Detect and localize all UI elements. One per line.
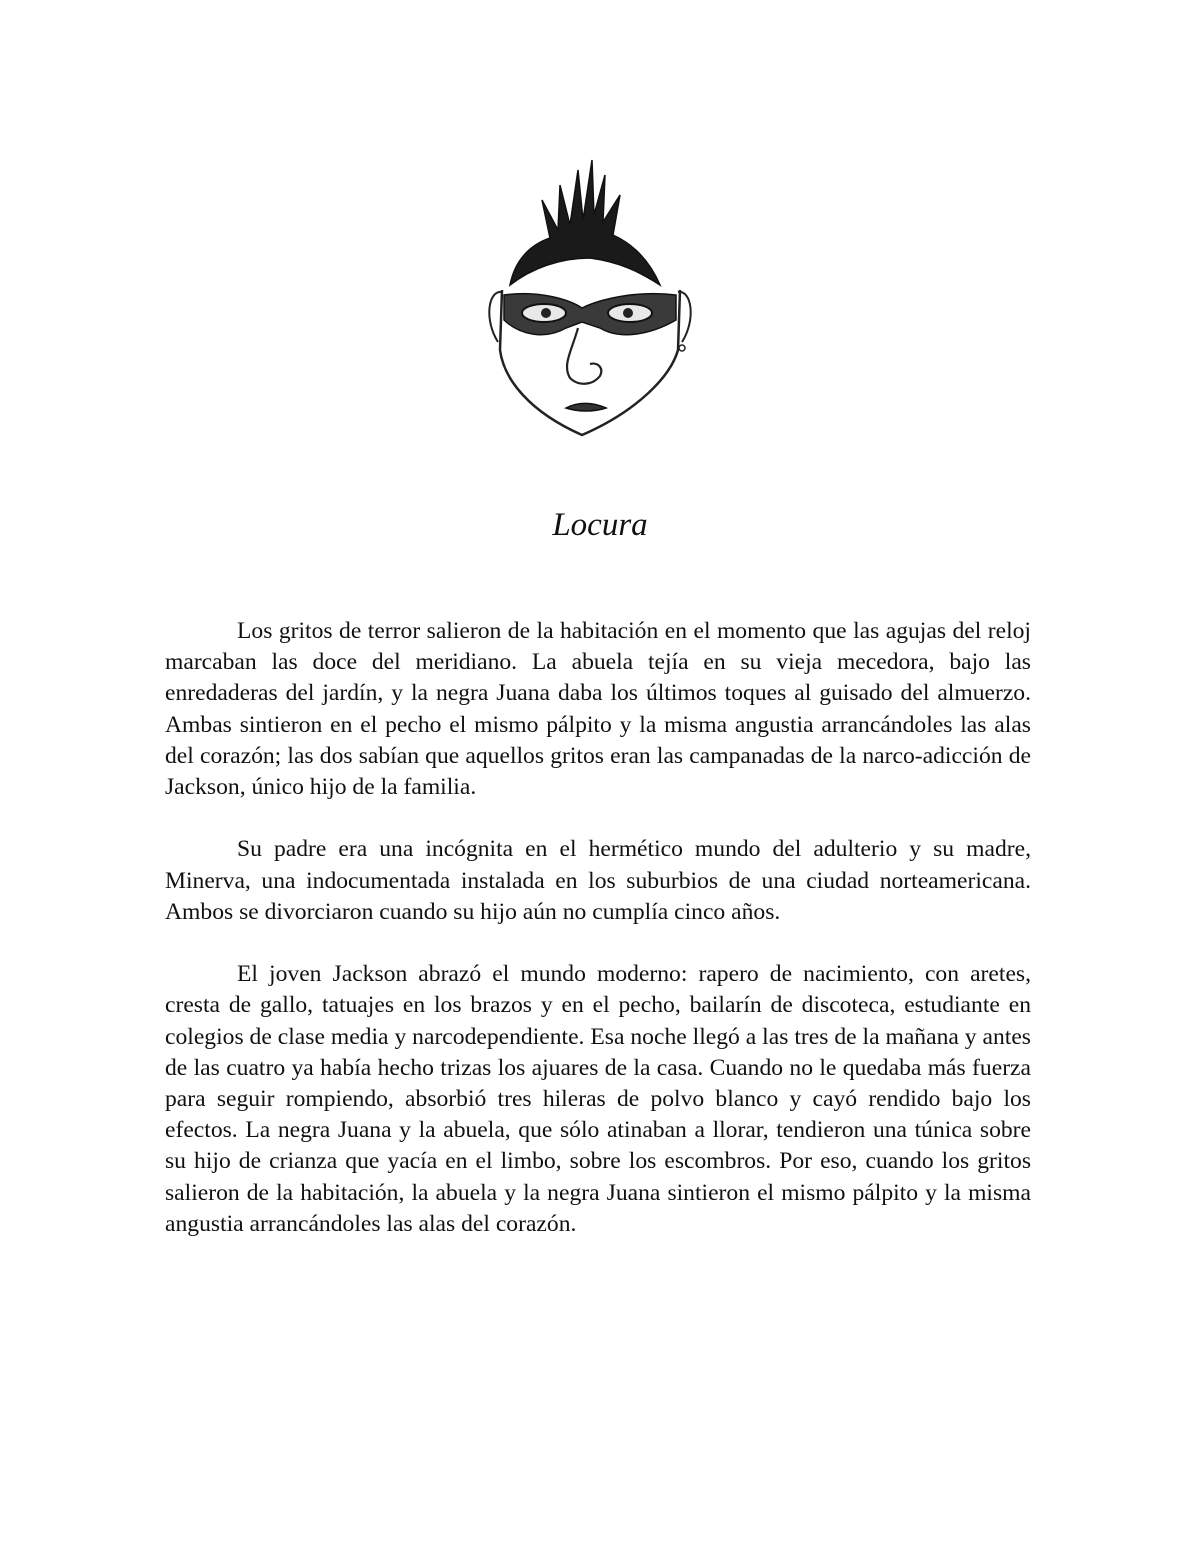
paragraph: Su padre era una incógnita en el hermético mundo del adulterio y su madre, Minerva, una indocumentada instalada en los suburbios de una ciudad norteamericana. Ambos se divorciaron cuando su hijo aún no cumplía cinco años.: [165, 836, 1031, 925]
story-title: Locura: [552, 507, 648, 543]
face-portrait-drawing-icon: [470, 150, 710, 445]
paragraph: El joven Jackson abrazó el mundo moderno: rapero de nacimiento, con aretes, cresta de gallo, tatuajes en los brazos y en el pecho, bailarín de discoteca, estudiante en colegios de clase media y narcodependiente. Esa noche llegó a las tres de la mañana y antes de las cuatro ya había hecho trizas los ajuares de la casa. Cuando no le quedaba más fuerza para seguir rompiendo, absorbió tres hileras de polvo blanco y cayó rendido bajo los efectos. La negra Juana y la abuela, que sólo atinaban a llorar, tendieron una túnica sobre su hijo de crianza que yacía en el limbo, sobre los escombros. Por eso, cuando los gritos salieron de la habitación, la abuela y la negra Juana sintieron el mismo pálpito y la misma angustia arrancándoles las alas del corazón.: [165, 961, 1031, 1237]
story-body: [165, 616, 1031, 1240]
paragraph: Los gritos de terror salieron de la habitación en el momento que las agujas del reloj marcaban las doce del meridiano. La abuela tejía en su vieja mecedora, bajo las enredaderas del jardín, y la negra Juana daba los últimos toques al guisado del almuerzo. Ambas sintieron en el pecho el mismo pálpito y la misma angustia arrancándoles las alas del corazón; las dos sabían que aquellos gritos eran las campanadas de la narco-adicción de Jackson, único hijo de la familia.: [165, 618, 1031, 801]
